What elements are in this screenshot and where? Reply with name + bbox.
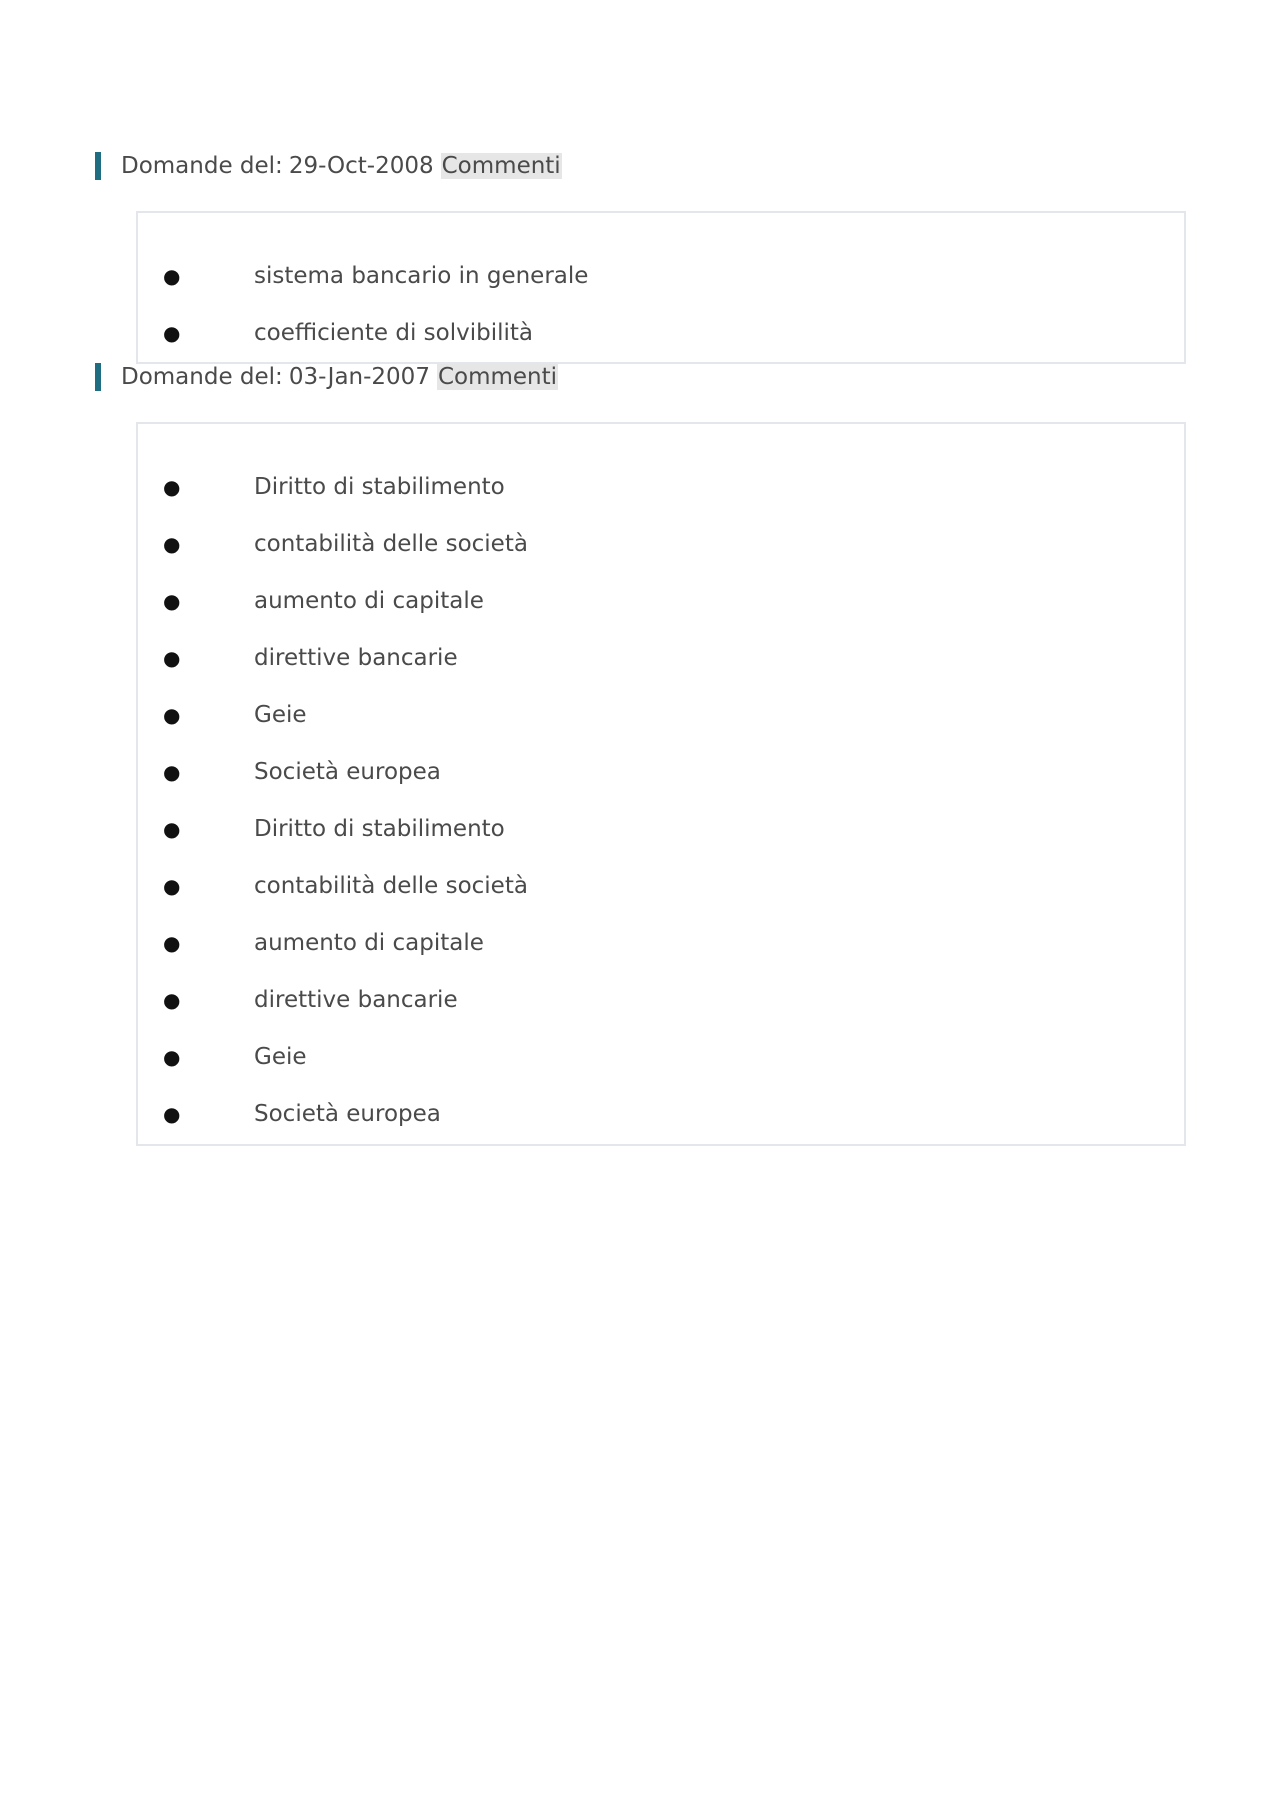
list-item-text: Società europea <box>254 1101 441 1127</box>
bullet-icon: ● <box>163 589 181 613</box>
list-item-text: coefficiente di solvibilità <box>254 320 533 346</box>
section-heading <box>95 363 558 391</box>
list-item-text: contabilità delle società <box>254 873 528 899</box>
bullet-icon: ● <box>163 988 181 1012</box>
list-item <box>138 473 1184 530</box>
bullet-icon: ● <box>163 931 181 955</box>
bullet-icon: ● <box>163 817 181 841</box>
bullet-icon: ● <box>163 1102 181 1126</box>
list-item-text: sistema bancario in generale <box>254 263 589 289</box>
list-item <box>138 530 1184 587</box>
heading-accent-bar <box>95 152 101 180</box>
comments-link[interactable]: Commenti <box>441 153 561 179</box>
list-item <box>138 929 1184 986</box>
bullet-icon: ● <box>163 874 181 898</box>
section-heading <box>95 152 562 180</box>
list-item-text: Geie <box>254 1044 307 1070</box>
heading-date: 29-Oct-2008 <box>288 153 434 179</box>
bullet-icon: ● <box>163 321 181 345</box>
list-item <box>138 758 1184 815</box>
list-item-text: direttive bancarie <box>254 987 458 1013</box>
bullet-icon: ● <box>163 264 181 288</box>
bullet-icon: ● <box>163 646 181 670</box>
list-item <box>138 1043 1184 1100</box>
list-item-text: Società europea <box>254 759 441 785</box>
question-list <box>138 424 1184 1157</box>
list-item <box>138 701 1184 758</box>
list-item-text: Diritto di stabilimento <box>254 474 505 500</box>
list-item-text: direttive bancarie <box>254 645 458 671</box>
bullet-icon: ● <box>163 532 181 556</box>
heading-date: 03-Jan-2007 <box>288 364 430 390</box>
list-item <box>138 815 1184 872</box>
bullet-icon: ● <box>163 703 181 727</box>
list-item <box>138 1100 1184 1157</box>
list-item-text: Diritto di stabilimento <box>254 816 505 842</box>
questions-box <box>136 211 1186 364</box>
list-item-text: aumento di capitale <box>254 588 484 614</box>
list-item-text: Geie <box>254 702 307 728</box>
questions-box <box>136 422 1186 1146</box>
list-item <box>138 262 1184 319</box>
question-list <box>138 213 1184 376</box>
bullet-icon: ● <box>163 760 181 784</box>
heading-accent-bar <box>95 363 101 391</box>
heading-label: Domande del: <box>121 364 283 390</box>
comments-link[interactable]: Commenti <box>437 364 558 390</box>
heading-label: Domande del: <box>121 153 283 179</box>
list-item <box>138 986 1184 1043</box>
list-item <box>138 644 1184 701</box>
list-item <box>138 587 1184 644</box>
list-item-text: aumento di capitale <box>254 930 484 956</box>
bullet-icon: ● <box>163 1045 181 1069</box>
list-item-text: contabilità delle società <box>254 531 528 557</box>
list-item <box>138 872 1184 929</box>
bullet-icon: ● <box>163 475 181 499</box>
